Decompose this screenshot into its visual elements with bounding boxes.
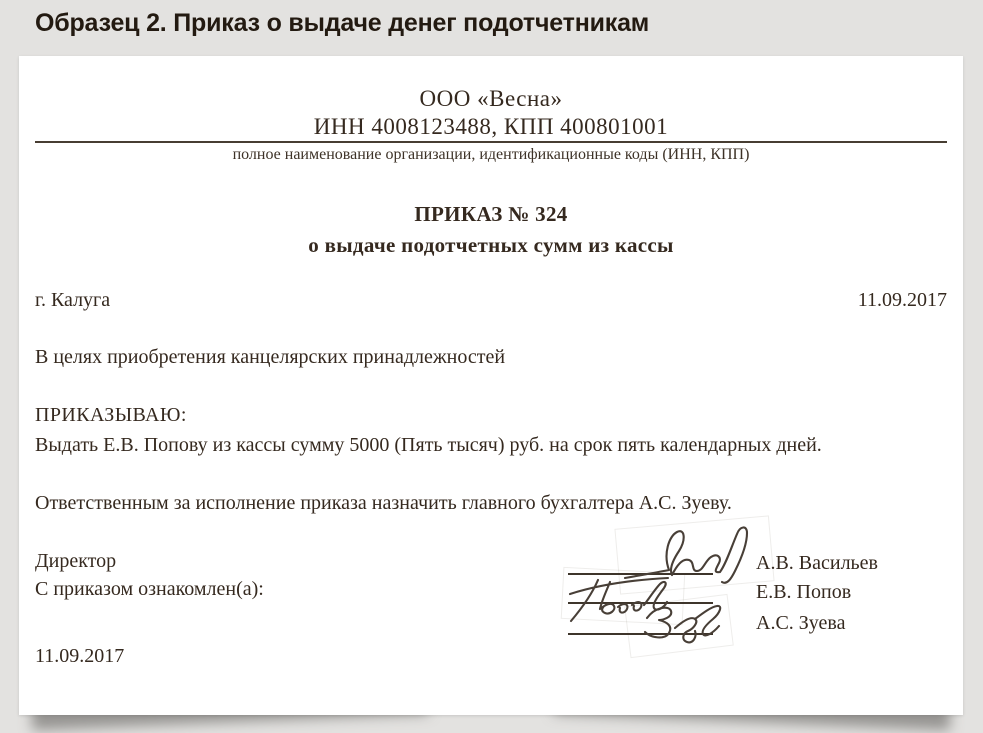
city-label: г. Калуга [35,289,111,311]
responsibility-text: Ответственным за исполнение приказа назначить главного бухгалтера А.С. Зуеву. [35,492,732,514]
decree-heading: ПРИКАЗЫВАЮ: [35,404,187,426]
decree-text: Выдать Е.В. Попову из кассы сумму 5000 (Пять тысяч) руб. на срок пять календарных дней. [35,434,822,456]
signature-name-popov: Е.В. Попов [756,581,852,603]
signature-line-popov [568,602,713,604]
organization-caption: полное наименование организации, идентификационные коды (ИНН, КПП) [232,146,750,163]
signature-name-zueva: А.С. Зуева [756,612,846,634]
signature-name-vasilyev: А.В. Васильев [756,552,879,574]
organization-name: ООО «Весна» [419,86,563,111]
document-card [19,56,963,715]
signature-line-director [568,573,713,575]
purpose-text: В целях приобретения канцелярских принадлежностей [35,346,506,368]
organization-divider-line [35,141,947,143]
signature-block [19,544,963,656]
order-title: ПРИКАЗ № 324 [414,202,568,226]
signature-role-acquainted: С приказом ознакомлен(а): [35,578,264,600]
footer-date: 11.09.2017 [35,645,125,667]
page-heading: Образец 2. Приказ о выдаче денег подотчетникам [35,9,650,37]
date-label: 11.09.2017 [857,289,947,311]
signature-role-director: Директор [35,550,117,572]
signature-line-zueva [568,633,713,635]
organization-codes: ИНН 4008123488, КПП 400801001 [313,114,669,139]
order-subtitle: о выдаче подотчетных сумм из кассы [308,233,674,257]
